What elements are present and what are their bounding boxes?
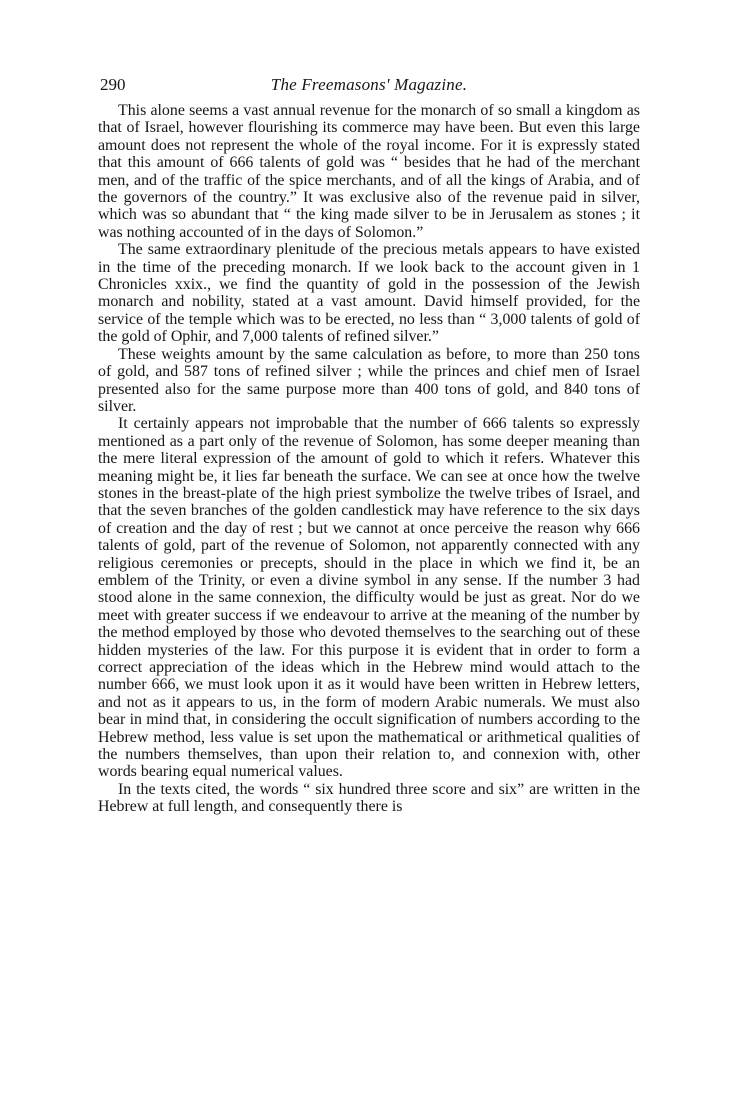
- article-body: [98, 102, 640, 816]
- paragraph-meaning: It certainly appears not improbable that the number of 666 talents so expressly mentioned as a part only of the revenue of Solomon, has some deeper meaning than the mere literal expression of the amount of gold to which it refers. Whatever this meaning might be, it lies far beneath the surface. We can see at once how the twelve stones in the breast-plate of the high priest symbolize the twelve tribes of Israel, and that the seven branches of the golden candlestick may have reference to the six days of creation and the day of rest ; but we cannot at once perceive the reason why 666 talents of gold, part of the revenue of Solomon, not apparently connected with any religious ceremonies or precepts, should in the place in which we find it, be an emblem of the Trinity, or even a divine symbol in any sense. If the number 3 had stood alone in the same connexion, the difficulty would be just as great. Nor do we meet with greater success if we endeavour to arrive at the meaning of the number by the method employed by those who devoted themselves to the searching out of these hidden mysteries of the law. For this purpose it is evident that in order to form a correct appreciation of the ideas which in the Hebrew mind would attach to the number 666, we must look upon it as it would have been written in Hebrew letters, and not as it appears to us, in the form of modern Arabic numerals. We must also bear in mind that, in considering the occult signification of numbers according to the Hebrew method, less value is set upon the mathematical or arithmetical qualities of the numbers themselves, than upon their relation to, and connexion with, other words bearing equal numerical values.: [98, 415, 640, 781]
- paragraph-weights: These weights amount by the same calculation as before, to more than 250 tons of gold, and 587 tons of refined silver ; while the princes and chief men of Israel presented also for the same purpose more than 400 tons of gold, and 840 tons of silver.: [98, 345, 640, 415]
- paragraph-texts-cited: In the texts cited, the words “ six hundred three score and six” are written in the Hebrew at full length, and consequently there is: [98, 780, 640, 816]
- running-head: [98, 76, 640, 102]
- paragraph-revenue: This alone seems a vast annual revenue for the monarch of so small a kingdom as that of Israel, however flourishing its commerce may have been. But even this large amount does not represent the whole of the royal income. For it is expressly stated that this amount of 666 talents of gold was “ besides that he had of the merchant men, and of the traffic of the spice merchants, and of all the kings of Arabia, and of the governors of the country.” It was exclusive also of the revenue paid in silver, which was so abundant that “ the king made silver to be in Jerusalem as stones ; it was nothing accounted of in the days of Solomon.”: [98, 102, 640, 241]
- paragraph-plenitude: The same extraordinary plenitude of the precious metals appears to have existed in the time of the preceding monarch. If we look back to the account given in 1 Chronicles xxix., we find the quantity of gold in the possession of the Jewish monarch and nobility, stated at a vast amount. David himself provided, for the service of the temple which was to be erected, no less than “ 3,000 talents of gold of the gold of Ophir, and 7,000 talents of refined silver.”: [98, 241, 640, 346]
- magazine-page: [98, 76, 640, 816]
- magazine-title: The Freemasons' Magazine.: [270, 75, 468, 94]
- page-number: 290: [100, 75, 126, 94]
